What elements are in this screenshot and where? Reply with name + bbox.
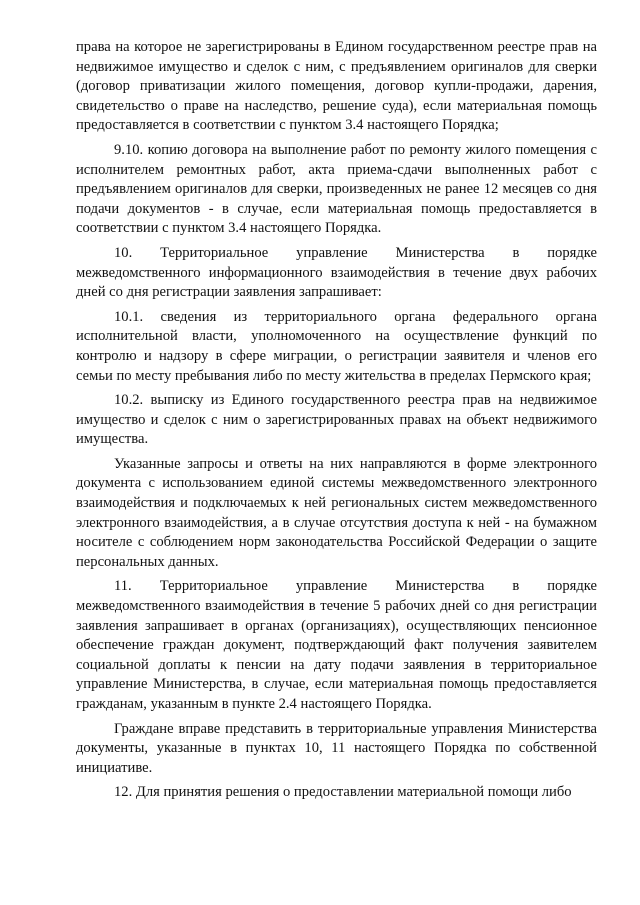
paragraph-citizens-right: Граждане вправе представить в территориальные управления Министерства документы, указанные в пунктах 10, 11 настоящего Порядка по собственной инициативе. (76, 720, 597, 776)
paragraph-12: 12. Для принятия решения о предоставлении материальной помощи либо (114, 784, 572, 801)
paragraph-10: 10. Территориальное управление Министерства в порядке межведомственного информационного взаимодействия в течение двух рабочих дней со дня регистрации заявления запрашивает: (76, 244, 597, 301)
paragraph-10-2: 10.2. выписку из Единого государственного реестра прав на недвижимое имущество и сделок с ним о зарегистрированных правах на объект недвижимого имущества. (76, 392, 597, 448)
paragraph-11: 11. Территориальное управление Министерства в порядке межведомственного взаимодействия в течение 5 рабочих дней со дня регистрации заявления запрашивает в органах (организациях), осуществляющих пенсионное обеспечение граждан документ, подтверждающий факт получения заявителем социальной доплаты к пенсии на дату подачи заявления в территориальное управление Министерства, в случае, если материальная помощь предоставляется гражданам, указанным в пункте 2.4 настоящего Порядка. (76, 578, 597, 712)
paragraph-requests-note: Указанные запросы и ответы на них направляются в форме электронного документа с использованием единой системы межведомственного электронного взаимодействия и подключаемых к ней региональных систем межведомственного электронного взаимодействия, а в случае отсутствия доступа к ней - на бумажном носителе с соблюдением норм законодательства Российской Федерации о защите персональных данных. (76, 455, 597, 570)
paragraph-9-10: 9.10. копию договора на выполнение работ по ремонту жилого помещения с исполнителем ремонтных работ, акта приема-сдачи выполненных работ с предъявлением оригиналов для сверки, произведенных не ранее 12 месяцев со дня подачи документов - в случае, если материальная помощь предоставляется в соответствии с пунктом 3.4 настоящего Порядка. (76, 141, 597, 237)
paragraph-continuation: права на которое не зарегистрированы в Едином государственном реестре прав на недвижимое имущество и сделок с ним, с предъявлением оригиналов для сверки (договор приватизации жилого помещения, договор купли-продажи, дарения, свидетельство о праве на наследство, решение суда), если материальная помощь предоставляется в соответствии с пунктом 3.4 настоящего Порядка; (76, 39, 597, 134)
document-page (76, 38, 597, 803)
paragraph-10-1: 10.1. сведения из территориального органа федерального органа исполнительной власти, уполномоченного на осуществление функций по контролю и надзору в сфере миграции, о регистрации заявителя и членов его семьи по месту пребывания либо по месту жительства в пределах Пермского края; (76, 308, 597, 384)
